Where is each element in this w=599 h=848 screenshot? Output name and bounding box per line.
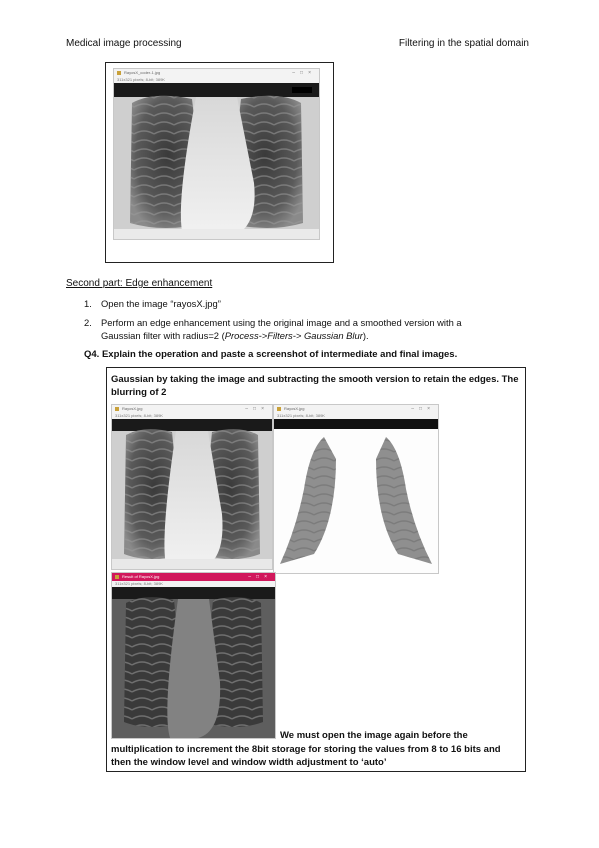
window-controls-icon[interactable]: –□× (248, 574, 272, 580)
image-window-subtracted[interactable] (273, 404, 439, 574)
image-info: 311x321 pixels; 8-bit; 389K (277, 413, 325, 418)
list-text: Open the image “rayosX.jpg” (101, 298, 221, 309)
window-titlebar[interactable] (112, 405, 272, 413)
answer-paragraph-2-rest: multiplication to increment the 8bit storage for storing the values from 8 to 16 bits and then the window level and window width adjustment to ‘auto’ (111, 744, 501, 768)
xray-image (112, 587, 275, 738)
window-controls-icon[interactable]: –□× (292, 70, 316, 76)
window-title: RayosX.jpg (122, 406, 143, 411)
xray-image (274, 419, 438, 573)
app-icon (277, 407, 281, 411)
list-number: 1. (84, 298, 92, 309)
list-text (101, 316, 501, 342)
xray-image (114, 83, 319, 239)
app-icon (115, 575, 119, 579)
header-left: Medical image processing (66, 38, 182, 49)
answer-paragraph-2-start: We must open the image again before the (280, 730, 468, 741)
question (84, 349, 457, 360)
list-number: 2. (84, 317, 92, 328)
image-window-result[interactable] (111, 572, 276, 739)
image-window-original[interactable] (113, 68, 320, 240)
window-title: RayosX.jpg (284, 406, 305, 411)
window-titlebar[interactable] (274, 405, 438, 413)
window-controls-icon[interactable]: –□× (411, 406, 435, 412)
image-window-original[interactable] (111, 404, 273, 570)
window-title: RayosX_coder-1.jpg (124, 70, 161, 75)
window-title: Result of RayosX.jpg (122, 574, 160, 579)
window-titlebar[interactable] (112, 573, 275, 581)
question-label: Q4. (84, 349, 100, 360)
step-text-c: ). (362, 330, 369, 341)
menu-path: Process->Filters-> Gaussian Blur (224, 330, 363, 341)
section-title: Second part: Edge enhancement (66, 278, 213, 289)
app-icon (117, 71, 121, 75)
header-right: Filtering in the spatial domain (398, 38, 529, 49)
image-info: 311x321 pixels; 8-bit; 389K (115, 581, 163, 586)
step-text-a: Perform an edge enhancement using the original image and a smoothed version with a Gaussian filter with radius=2 ( (101, 317, 462, 341)
image-info: 311x321 pixels; 8-bit; 389K (117, 77, 165, 82)
app-icon (115, 407, 119, 411)
figure-frame-1 (105, 62, 334, 263)
image-info: 311x321 pixels; 8-bit; 389K (115, 413, 163, 418)
window-titlebar[interactable] (114, 69, 319, 77)
xray-image (112, 419, 272, 569)
answer-paragraph-1: Gaussian by taking the image and subtracting the smooth version to retain the edges. The blurring of 2 (111, 374, 519, 398)
window-controls-icon[interactable]: –□× (245, 406, 269, 412)
question-text: Explain the operation and paste a screenshot of intermediate and final images. (101, 349, 458, 360)
